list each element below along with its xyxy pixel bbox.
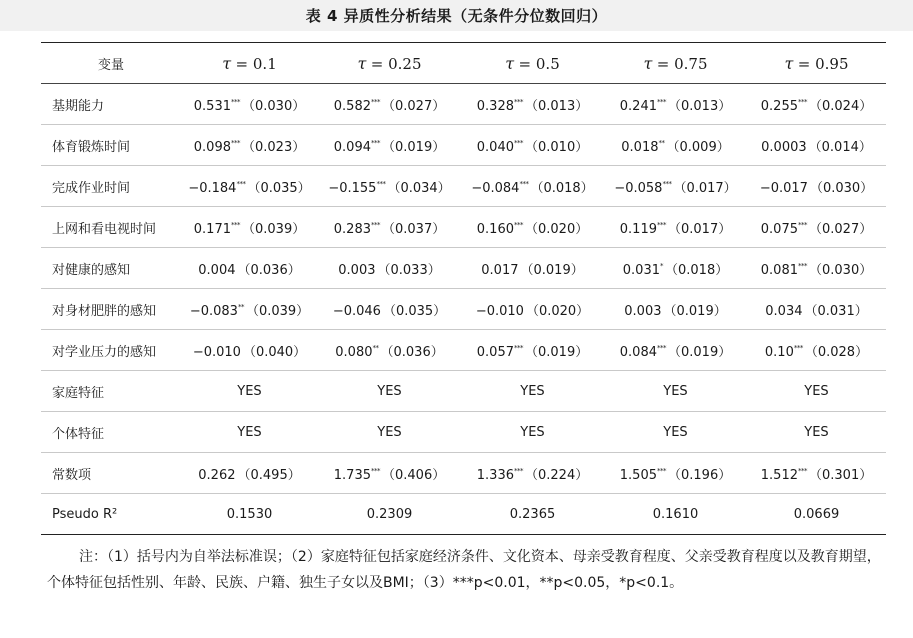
table-cell: [461, 412, 604, 453]
significance-stars: ***: [231, 97, 240, 106]
table-cell: [747, 371, 886, 412]
significance-stars: ***: [231, 138, 240, 147]
table-cell: [181, 494, 318, 535]
coefficient: 0.075: [760, 221, 798, 237]
standard-error: （0.010）: [525, 139, 589, 155]
significance-stars: **: [237, 302, 244, 311]
table-row: [41, 494, 886, 535]
table-cell: [181, 289, 318, 330]
table-cell: [318, 453, 461, 494]
coefficient: 1.505: [619, 467, 657, 483]
standard-error: （0.017）: [673, 180, 737, 196]
coefficient: 0.080: [335, 344, 373, 360]
table-cell: [461, 453, 604, 494]
table-cell: [181, 453, 318, 494]
table-cell: [318, 371, 461, 412]
table-cell: [181, 125, 318, 166]
table-cell: [461, 289, 604, 330]
coefficient: 0.094: [333, 139, 371, 155]
significance-stars: ***: [657, 466, 666, 475]
standard-error: （0.024）: [809, 98, 873, 114]
coefficient: YES: [377, 383, 402, 399]
coefficient: 0.262: [198, 467, 236, 483]
table-cell: [181, 412, 318, 453]
significance-stars: *: [660, 261, 663, 270]
coefficient: −0.010: [192, 344, 241, 360]
standard-error: （0.301）: [809, 467, 873, 483]
table-cell: [461, 248, 604, 289]
coefficient: 0.031: [622, 262, 660, 278]
standard-error: （0.039）: [242, 221, 306, 237]
table-cell: [747, 289, 886, 330]
table-cell: [747, 248, 886, 289]
header-tau-5: [747, 43, 886, 84]
header-row: [41, 43, 886, 84]
coefficient: YES: [237, 383, 262, 399]
coefficient: 0.10: [764, 344, 794, 360]
table-cell: [461, 125, 604, 166]
standard-error: （0.020）: [525, 303, 590, 319]
standard-error: （0.031）: [804, 303, 868, 319]
table-cell: [747, 125, 886, 166]
table-cell: [318, 125, 461, 166]
significance-stars: ***: [371, 220, 380, 229]
standard-error: （0.035）: [382, 303, 447, 319]
table-row: [41, 166, 886, 207]
table-cell: [604, 84, 747, 125]
table-cell: [604, 494, 747, 535]
table-cell: [461, 207, 604, 248]
standard-error: （0.009）: [666, 139, 730, 155]
significance-stars: ***: [376, 179, 386, 188]
coefficient: 0.2365: [509, 506, 556, 522]
coefficient: 0.283: [333, 221, 371, 237]
note-text: （1）括号内为自举法标准误；（2）家庭特征包括家庭经济条件、文化资本、母亲受教育程度、父亲受教育程度以及教育期望，个体特征包括性别、年龄、民族、户籍、独生子女以及BMI；（3）***p<0.01，**p<0.05，*p<0.1。: [47, 549, 881, 591]
table-cell: [604, 371, 747, 412]
tau-symbol: τ: [505, 53, 515, 73]
standard-error: （0.019）: [525, 344, 589, 360]
row-label: 基期能力: [41, 84, 181, 125]
standard-error: （0.013）: [668, 98, 732, 114]
coefficient: 0.582: [333, 98, 371, 114]
coefficient: 0.004: [198, 262, 236, 278]
coefficient: YES: [520, 424, 545, 440]
table-cell: [604, 412, 747, 453]
tau-symbol: τ: [357, 53, 367, 73]
table-cell: [318, 289, 461, 330]
tau-value: = 0.5: [518, 54, 560, 73]
coefficient: 0.160: [476, 221, 514, 237]
table-row: [41, 453, 886, 494]
coefficient: −0.010: [475, 303, 524, 319]
coefficient: 0.040: [476, 139, 514, 155]
table-cell: [318, 84, 461, 125]
header-variable: 变量: [97, 57, 124, 73]
standard-error: （0.030）: [242, 98, 306, 114]
tau-value: = 0.95: [797, 54, 849, 73]
coefficient: 0.255: [760, 98, 798, 114]
significance-stars: ***: [657, 343, 666, 352]
header-tau-4: [604, 43, 747, 84]
table-cell: [604, 166, 747, 207]
row-label: 个体特征: [41, 412, 181, 453]
coefficient: 0.003: [624, 303, 662, 319]
coefficient: −0.084: [471, 180, 520, 196]
standard-error: （0.017）: [668, 221, 732, 237]
standard-error: （0.027）: [809, 221, 873, 237]
coefficient: 0.081: [760, 262, 798, 278]
table-cell: [604, 248, 747, 289]
significance-stars: ***: [798, 466, 807, 475]
table-cell: [604, 125, 747, 166]
significance-stars: ***: [514, 220, 523, 229]
significance-stars: ***: [657, 97, 666, 106]
header-tau-1: [181, 43, 318, 84]
header-tau-3: [461, 43, 604, 84]
table-cell: [181, 371, 318, 412]
table-cell: [747, 330, 886, 371]
standard-error: （0.196）: [668, 467, 732, 483]
coefficient: YES: [804, 383, 829, 399]
row-label: 对身材肥胖的感知: [41, 289, 181, 330]
standard-error: （0.030）: [809, 262, 873, 278]
coefficient: 0.018: [621, 139, 659, 155]
header-tau-2: [318, 43, 461, 84]
table-cell: [747, 494, 886, 535]
standard-error: （0.034）: [387, 180, 451, 196]
standard-error: （0.019）: [520, 262, 584, 278]
table-cell: [747, 207, 886, 248]
coefficient: YES: [377, 424, 402, 440]
coefficient: −0.058: [614, 180, 663, 196]
coefficient: 0.034: [765, 303, 803, 319]
significance-stars: ***: [514, 138, 523, 147]
table-cell: [318, 248, 461, 289]
standard-error: （0.019）: [668, 344, 732, 360]
standard-error: （0.019）: [663, 303, 727, 319]
table-cell: [747, 453, 886, 494]
table-cell: [604, 289, 747, 330]
table-cell: [461, 371, 604, 412]
table-cell: [461, 166, 604, 207]
row-label: 对健康的感知: [41, 248, 181, 289]
standard-error: （0.018）: [665, 262, 729, 278]
tau-value: = 0.25: [370, 54, 422, 73]
coefficient: 0.0003: [761, 139, 807, 155]
table-cell: [181, 84, 318, 125]
coefficient: 0.098: [193, 139, 231, 155]
table-cell: [461, 84, 604, 125]
significance-stars: **: [372, 343, 379, 352]
coefficient: YES: [804, 424, 829, 440]
significance-stars: ***: [514, 343, 523, 352]
row-label: 完成作业时间: [41, 166, 181, 207]
table-cell: [747, 84, 886, 125]
row-label: 对学业压力的感知: [41, 330, 181, 371]
coefficient: 0.2309: [366, 506, 413, 522]
significance-stars: ***: [371, 466, 380, 475]
significance-stars: ***: [514, 97, 523, 106]
standard-error: （0.037）: [382, 221, 446, 237]
coefficient: 0.328: [476, 98, 514, 114]
standard-error: （0.033）: [377, 262, 441, 278]
standard-error: （0.020）: [525, 221, 589, 237]
table-cell: [747, 166, 886, 207]
table-cell: [604, 330, 747, 371]
table-cell: [461, 494, 604, 535]
coefficient: 0.0669: [793, 506, 840, 522]
tau-value: = 0.1: [235, 54, 277, 73]
standard-error: （0.030）: [809, 180, 874, 196]
table-title: 表 4 异质性分析结果（无条件分位数回归）: [305, 7, 608, 25]
table-row: [41, 125, 886, 166]
table-cell: [181, 330, 318, 371]
coefficient: 1.735: [333, 467, 371, 483]
standard-error: （0.018）: [530, 180, 594, 196]
significance-stars: ***: [793, 343, 803, 352]
significance-stars: ***: [798, 97, 807, 106]
coefficient: −0.184: [188, 180, 237, 196]
table-cell: [604, 207, 747, 248]
coefficient: 0.084: [619, 344, 657, 360]
table-cell: [747, 412, 886, 453]
standard-error: （0.224）: [525, 467, 589, 483]
standard-error: （0.023）: [242, 139, 306, 155]
coefficient: −0.155: [328, 180, 377, 196]
row-label: 体育锻炼时间: [41, 125, 181, 166]
standard-error: （0.036）: [237, 262, 301, 278]
note-prefix: 注：: [79, 549, 107, 565]
table-note: [47, 544, 887, 596]
coefficient: 0.1530: [226, 506, 273, 522]
significance-stars: ***: [231, 220, 240, 229]
row-label: Pseudo R²: [41, 494, 181, 535]
table-cell: [318, 412, 461, 453]
significance-stars: ***: [798, 220, 807, 229]
coefficient: 0.531: [193, 98, 231, 114]
coefficient: 0.171: [193, 221, 231, 237]
table-cell: [461, 330, 604, 371]
row-label: 家庭特征: [41, 371, 181, 412]
standard-error: （0.040）: [242, 344, 307, 360]
coefficient: −0.046: [332, 303, 381, 319]
significance-stars: ***: [798, 261, 807, 270]
coefficient: 0.003: [338, 262, 376, 278]
standard-error: （0.019）: [382, 139, 446, 155]
standard-error: （0.036）: [380, 344, 444, 360]
table-cell: [318, 166, 461, 207]
table-row: [41, 84, 886, 125]
tau-symbol: τ: [222, 53, 232, 73]
coefficient: 0.241: [619, 98, 657, 114]
standard-error: （0.027）: [382, 98, 446, 114]
row-label: 常数项: [41, 453, 181, 494]
table-cell: [181, 248, 318, 289]
significance-stars: ***: [514, 466, 523, 475]
coefficient: YES: [237, 424, 262, 440]
standard-error: （0.039）: [245, 303, 310, 319]
significance-stars: ***: [662, 179, 672, 188]
results-table: [41, 42, 886, 535]
table-cell: [318, 330, 461, 371]
coefficient: 1.336: [476, 467, 514, 483]
coefficient: −0.017: [759, 180, 808, 196]
tau-symbol: τ: [784, 53, 794, 73]
table-row: [41, 207, 886, 248]
table-row: [41, 289, 886, 330]
table-cell: [181, 166, 318, 207]
tau-value: = 0.75: [656, 54, 708, 73]
standard-error: （0.028）: [804, 344, 869, 360]
significance-stars: ***: [519, 179, 529, 188]
table-cell: [318, 494, 461, 535]
coefficient: YES: [520, 383, 545, 399]
table-row: [41, 412, 886, 453]
coefficient: −0.083: [189, 303, 238, 319]
table-cell: [604, 453, 747, 494]
tau-symbol: τ: [643, 53, 653, 73]
coefficient: YES: [663, 424, 688, 440]
significance-stars: ***: [371, 97, 380, 106]
table-cell: [318, 207, 461, 248]
coefficient: 0.119: [619, 221, 657, 237]
significance-stars: ***: [236, 179, 246, 188]
row-label: 上网和看电视时间: [41, 207, 181, 248]
coefficient: YES: [663, 383, 688, 399]
table-row: [41, 248, 886, 289]
standard-error: （0.014）: [808, 139, 872, 155]
standard-error: （0.013）: [525, 98, 589, 114]
coefficient: 0.057: [476, 344, 514, 360]
significance-stars: **: [658, 138, 665, 147]
significance-stars: ***: [657, 220, 666, 229]
coefficient: 1.512: [760, 467, 798, 483]
coefficient: 0.017: [481, 262, 519, 278]
coefficient: 0.1610: [652, 506, 699, 522]
table-body: [41, 84, 886, 535]
standard-error: （0.495）: [237, 467, 301, 483]
table-row: [41, 371, 886, 412]
table-row: [41, 330, 886, 371]
standard-error: （0.406）: [382, 467, 446, 483]
standard-error: （0.035）: [247, 180, 311, 196]
table-cell: [181, 207, 318, 248]
significance-stars: ***: [371, 138, 380, 147]
